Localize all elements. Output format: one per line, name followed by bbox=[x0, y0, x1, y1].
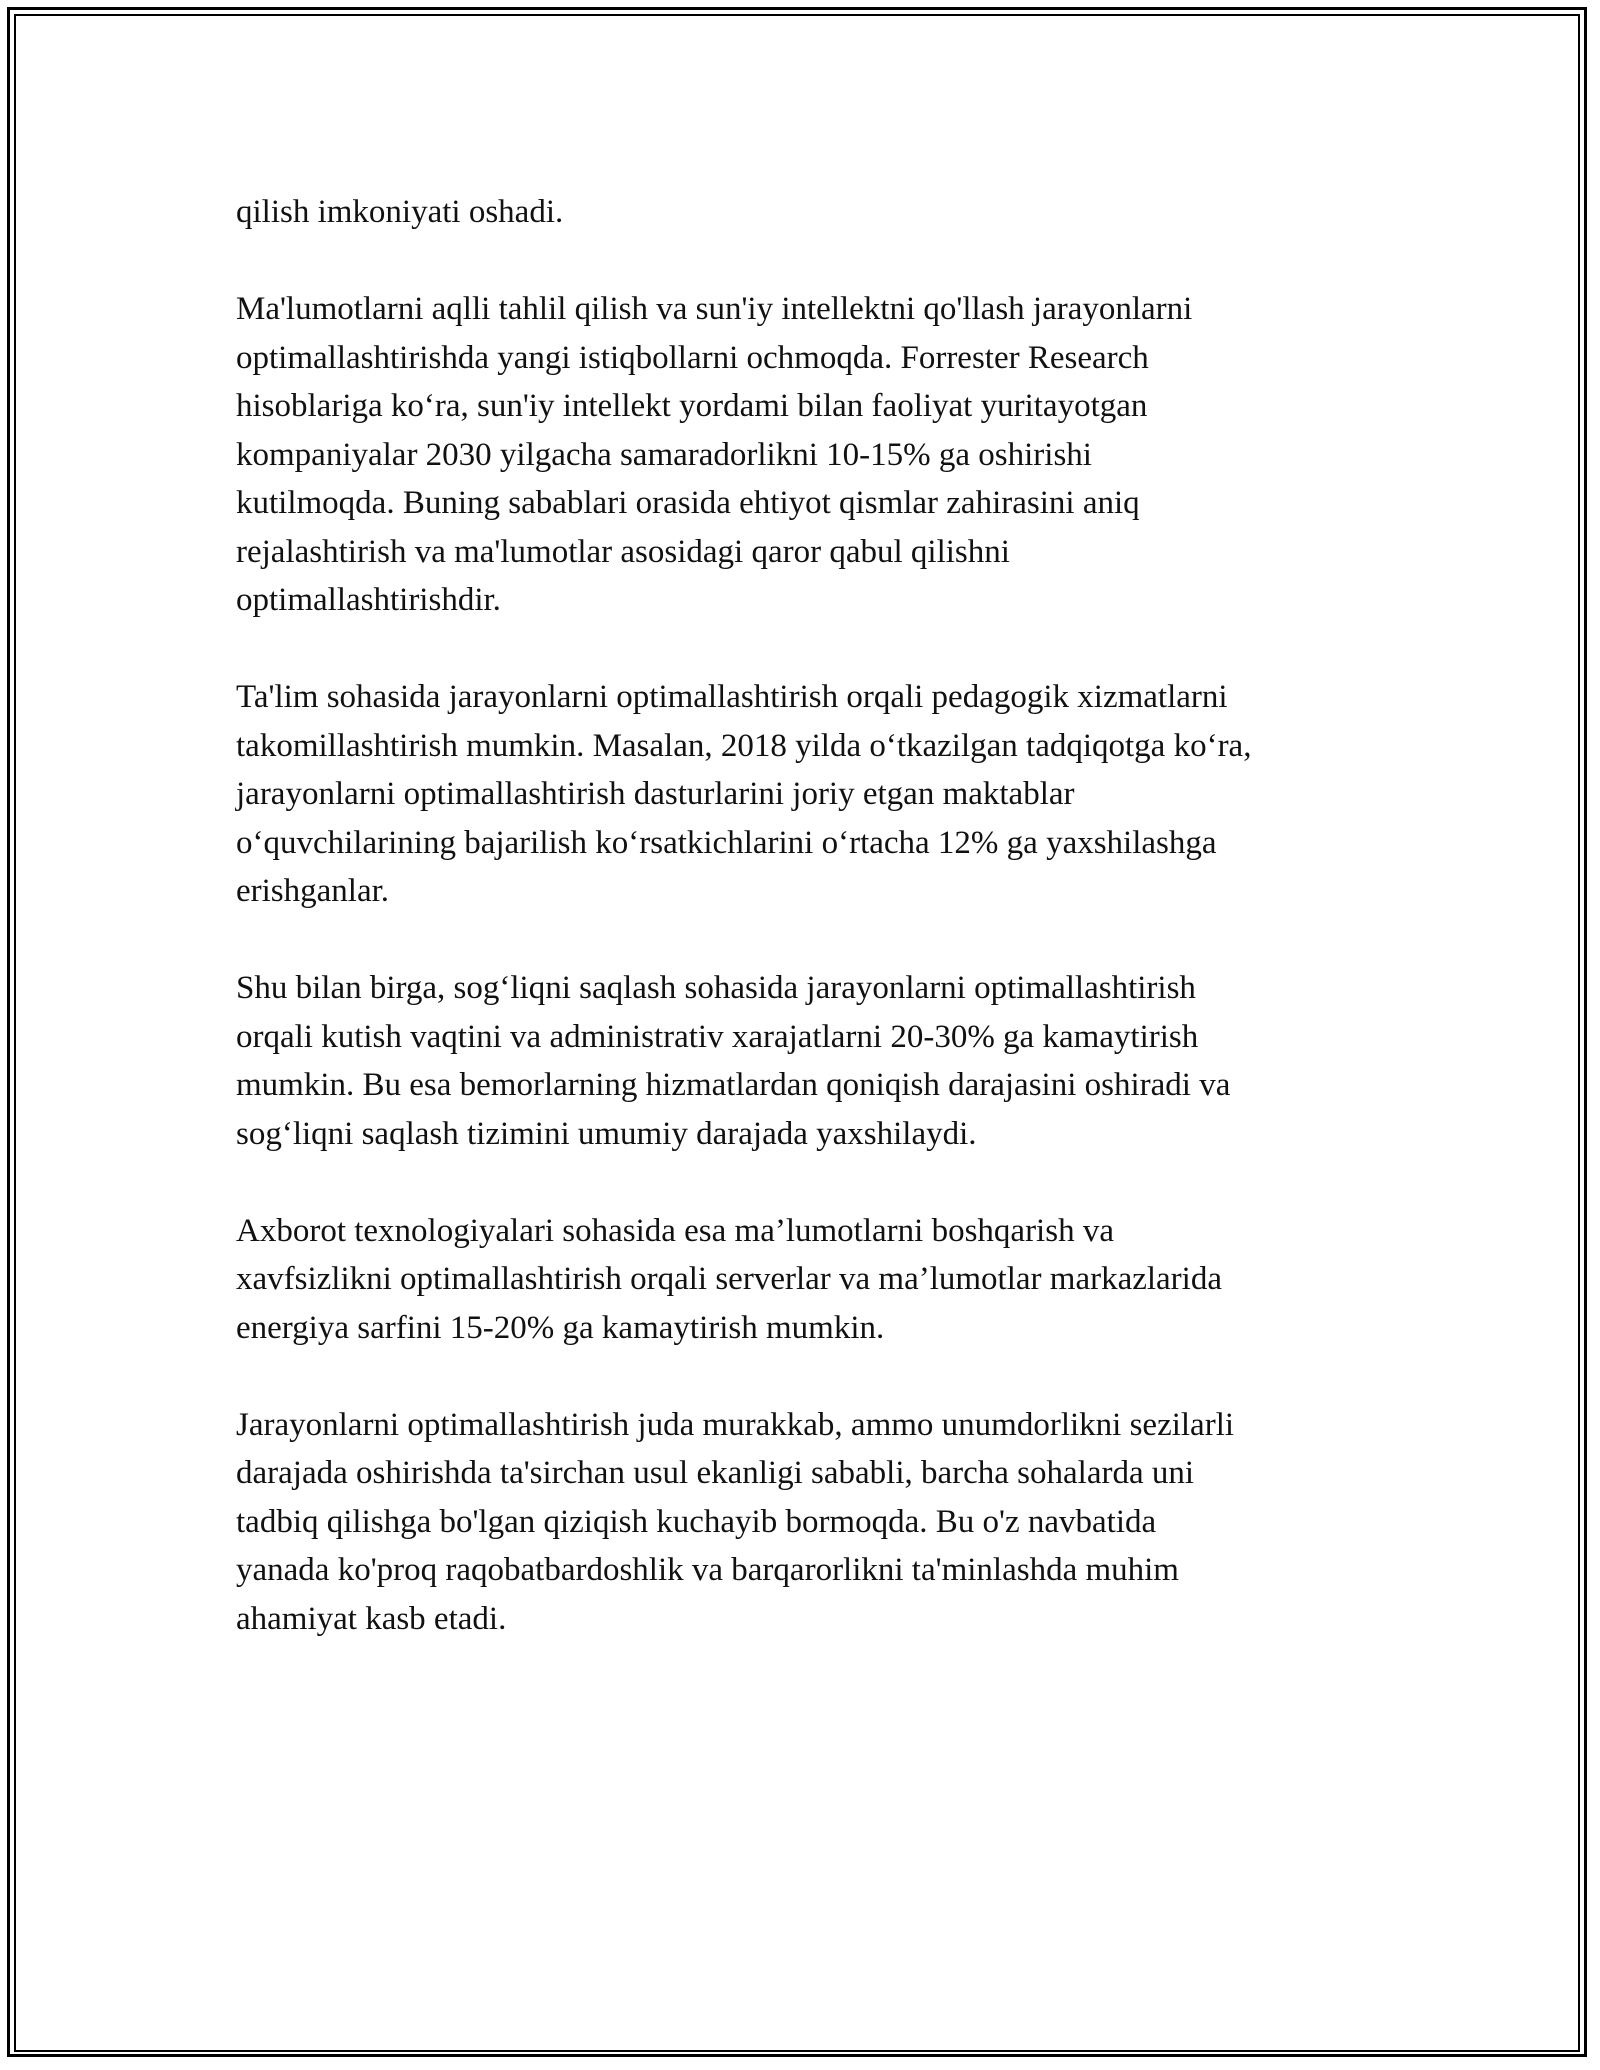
paragraph-3: Ta'lim sohasida jarayonlarni optimallashtirish orqali pedagogik xizmatlarni takomillashtirish mumkin. Masalan, 2018 yilda o‘tkazilgan tadqiqotga ko‘ra, jarayonlarni optimallashtirish dasturlarini joriy etgan maktablar o‘quvchilarining bajarilish ko‘rsatkichlarini o‘rtacha 12% ga yaxshilashga erishganlar. bbox=[236, 679, 1252, 909]
paragraph-2: Ma'lumotlarni aqlli tahlil qilish va sun'iy intellektni qo'llash jarayonlarni optimallashtirishda yangi istiqbollarni ochmoqda. Forrester Research hisoblariga ko‘ra, sun'iy intellekt yordami bilan faoliyat yuritayotgan kompaniyalar 2030 yilgacha samaradorlikni 10-15% ga oshirishi kutilmoqda. Buning sabablari orasida ehtiyot qismlar zahirasini aniq rejalashtirish va ma'lumotlar asosidagi qaror qabul qilishni optimallashtirishdir. bbox=[236, 291, 1193, 618]
paragraph-4: Shu bilan birga, sog‘liqni saqlash sohasida jarayonlarni optimallashtirish orqali kutish vaqtini va administrativ xarajatlarni 20-30% ga kamaytirish mumkin. Bu esa bemorlarning hizmatlardan qoniqish darajasini oshiradi va sog‘liqni saqlash tizimini umumiy darajada yaxshilaydi. bbox=[236, 970, 1231, 1152]
paragraph-1: qilish imkoniyati oshadi. bbox=[236, 194, 564, 230]
paragraph-6: Jarayonlarni optimallashtirish juda murakkab, ammo unumdorlikni sezilarli darajada oshirishda ta'sirchan usul ekanligi sababli, barcha sohalarda uni tadbiq qilishga bo'lgan qiziqish kuchayib bormoqda. Bu o'z navbatida yanada ko'proq raqobatbardoshlik va barqarorlikni ta'minlashda muhim ahamiyat kasb etadi. bbox=[236, 1406, 1235, 1637]
document-body bbox=[236, 188, 1366, 1643]
paragraph-5: Axborot texnologiyalari sohasida esa ma’lumotlarni boshqarish va xavfsizlikni optimallashtirish orqali serverlar va ma’lumotlar markazlarida energiya sarfini 15-20% ga kamaytirish mumkin. bbox=[236, 1212, 1222, 1346]
